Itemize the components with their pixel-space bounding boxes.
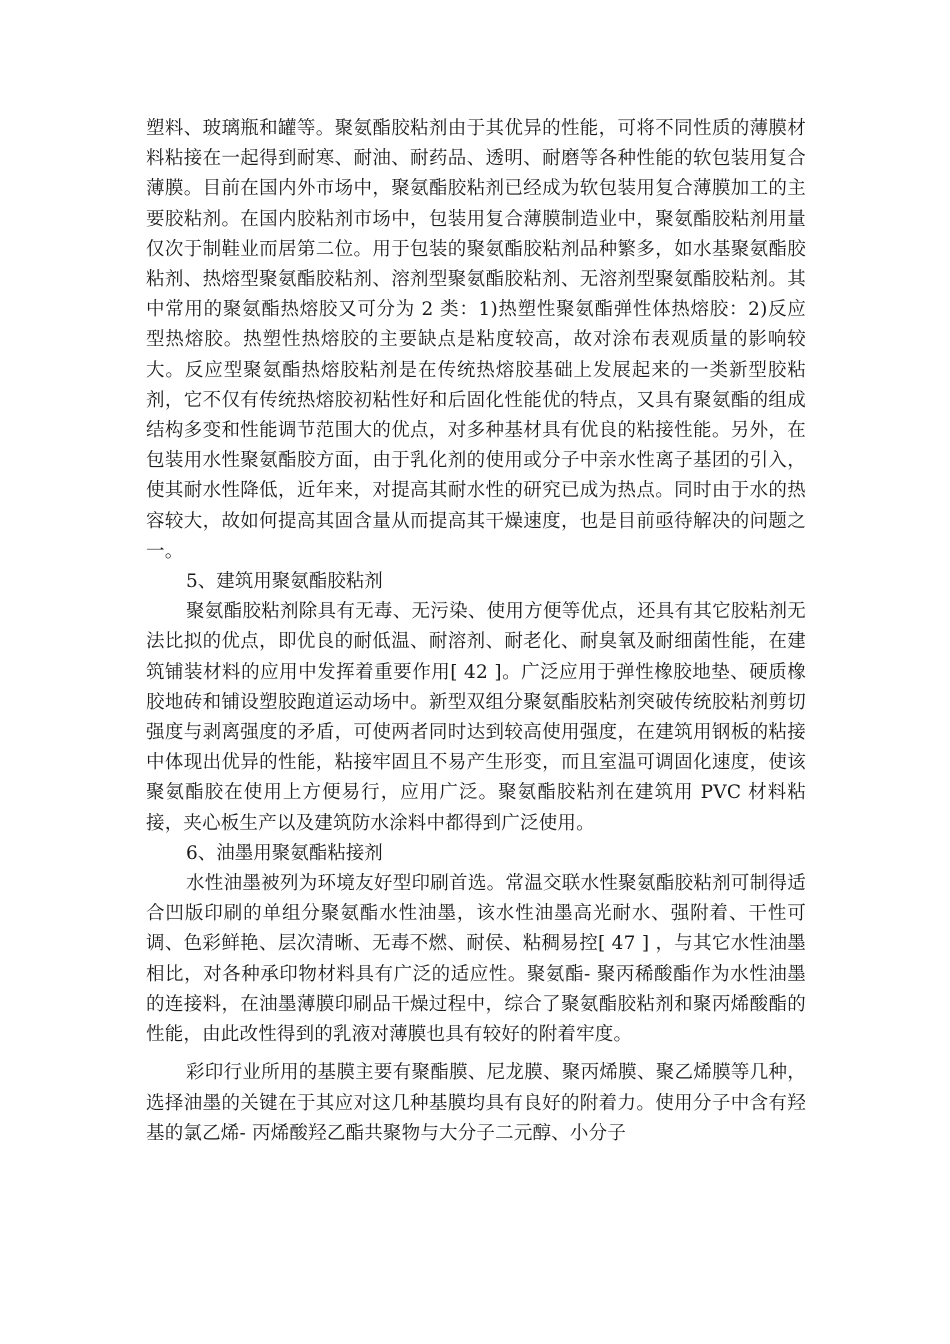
section-heading-construction: 5、建筑用聚氨酯胶粘剂	[186, 571, 383, 593]
document-page	[146, 114, 806, 1149]
paragraph-waterborne-ink: 水性油墨被列为环境友好型印刷首选。常温交联水性聚氨酯胶粘剂可制得适合凹版印刷的单组分聚氨酯水性油墨，该水性油墨高光耐水、强附着、干性可调、色彩鲜艳、层次清晰、无毒不燃、耐侯、粘稠易控[ 47 ] ，与其它水性油墨相比，对各种承印物材料具有广泛的适应性。聚氨酯- 聚丙稀酸酯作为水性油墨的连接料，在油墨薄膜印刷品干燥过程中，综合了聚氨酯胶粘剂和聚丙烯酸酯的性能，由此改性得到的乳液对薄膜也具有较好的附着牢度。	[146, 873, 806, 1046]
section-heading-ink: 6、油墨用聚氨酯粘接剂	[186, 842, 383, 864]
paragraph-packaging-adhesives: 塑料、玻璃瓶和罐等。聚氨酯胶粘剂由于其优异的性能，可将不同性质的薄膜材料粘接在一起得到耐寒、耐油、耐药品、透明、耐磨等各种性能的软包装用复合薄膜。目前在国内外市场中，聚氨酯胶粘剂已经成为软包装用复合薄膜加工的主要胶粘剂。在国内胶粘剂市场中，包装用复合薄膜制造业中，聚氨酯胶粘剂用量仅次于制鞋业而居第二位。用于包装的聚氨酯胶粘剂品种繁多，如水基聚氨酯胶粘剂、热熔型聚氨酯胶粘剂、溶剂型聚氨酯胶粘剂、无溶剂型聚氨酯胶粘剂。其中常用的聚氨酯热熔胶又可分为 2 类：1)热塑性聚氨酯弹性体热熔胶：2)反应型热熔胶。热塑性热熔胶的主要缺点是粘度较高，故对涂布表观质量的影响较大。反应型聚氨酯热熔胶粘剂是在传统热熔胶基础上发展起来的一类新型胶粘剂，它不仅有传统热熔胶初粘性好和后固化性能优的特点，又具有聚氨酯的组成结构多变和性能调节范围大的优点，对多种基材具有优良的粘接性能。另外，在包装用水性聚氨酯胶方面，由于乳化剂的使用或分子中亲水性离子基团的引入，使其耐水性降低，近年来，对提高其耐水性的研究已成为热点。同时由于水的热容较大，故如何提高其固含量从而提高其干燥速度，也是目前亟待解决的问题之一。	[146, 118, 806, 562]
paragraph-base-films: 彩印行业所用的基膜主要有聚酯膜、尼龙膜、聚丙烯膜、聚乙烯膜等几种，选择油墨的关键在于其应对这几种基膜均具有良好的附着力。使用分子中含有羟基的氯乙烯- 丙烯酸羟乙酯共聚物与大分子二元醇、小分子	[146, 1062, 806, 1144]
paragraph-construction-adhesives: 聚氨酯胶粘剂除具有无毒、无污染、使用方便等优点，还具有其它胶粘剂无法比拟的优点，即优良的耐低温、耐溶剂、耐老化、耐臭氧及耐细菌性能，在建筑铺装材料的应用中发挥着重要作用[ 42 ]。广泛应用于弹性橡胶地垫、硬质橡胶地砖和铺设塑胶跑道运动场中。新型双组分聚氨酯胶粘剂突破传统胶粘剂剪切强度与剥离强度的矛盾，可使两者同时达到较高使用强度，在建筑用钢板的粘接中体现出优异的性能，粘接牢固且不易产生形变，而且室温可调固化速度，使该聚氨酯胶在使用上方便易行，应用广泛。聚氨酯胶粘剂在建筑用 PVC 材料粘接，夹心板生产以及建筑防水涂料中都得到广泛使用。	[146, 601, 806, 834]
